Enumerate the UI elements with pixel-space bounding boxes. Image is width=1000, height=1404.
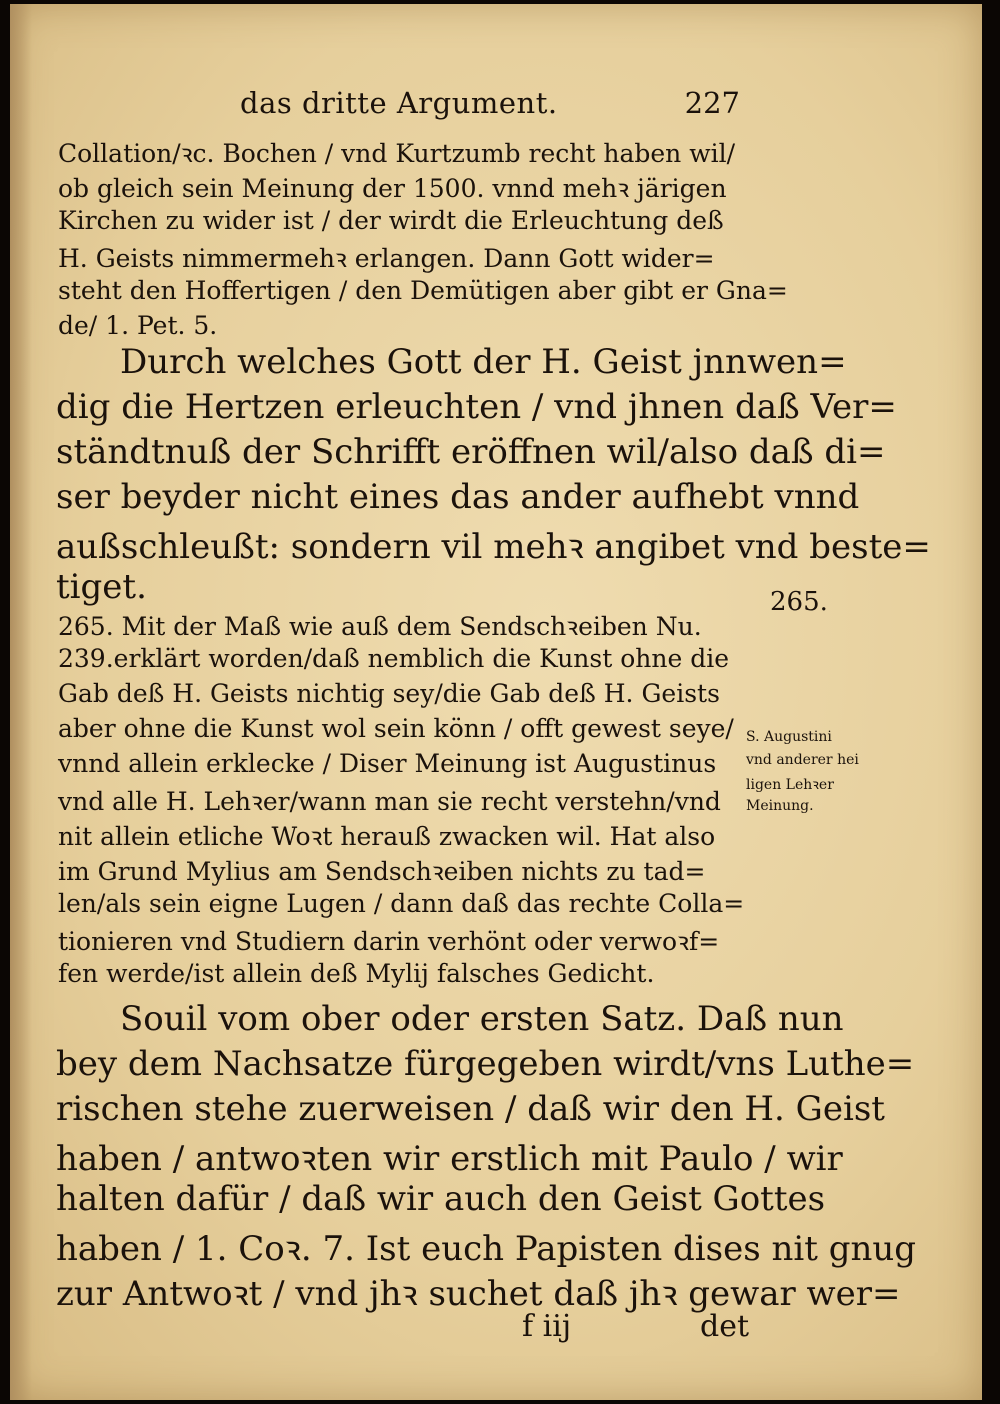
text-line: im Grund Mylius am Sendschꝛeiben nichts zu tad=	[58, 857, 706, 886]
text-line: fen werde/ist allein deß Mylij falsches Gedicht.	[58, 959, 655, 988]
book-page	[10, 4, 982, 1400]
text-line-large: zur Antwoꝛt / vnd jhꝛ suchet daß jhꝛ gewar wer=	[56, 1274, 901, 1314]
text-line-large: rischen stehe zuerweisen / daß wir den H. Geist	[56, 1089, 885, 1129]
text-line-large: Durch welches Gott der H. Geist jnnwen=	[120, 342, 847, 382]
text-line: tionieren vnd Studiern darin verhönt oder verwoꝛf=	[58, 927, 720, 956]
text-line-large: außschleußt: sondern vil mehꝛ angibet vnd beste=	[56, 527, 931, 567]
text-line-large: haben / 1. Coꝛ. 7. Ist euch Papisten dises nit gnug	[56, 1229, 917, 1269]
text-line-large: Souil vom ober oder ersten Satz. Daß nun	[120, 999, 844, 1039]
text-line-large: ständtnuß der Schrifft eröffnen wil/also daß di=	[56, 432, 886, 472]
text-line-large: halten dafür / daß wir auch den Geist Gottes	[56, 1179, 826, 1219]
margin-section-number: 265.	[770, 587, 828, 617]
text-line-large: tiget.	[56, 567, 147, 607]
text-line: vnnd allein erklecke / Diser Meinung ist Augustinus	[58, 749, 717, 778]
margin-note-line: ligen Lehꝛer	[746, 777, 834, 793]
catchword: det	[700, 1309, 750, 1344]
text-line: aber ohne die Kunst wol sein könn / offt gewest seye/	[58, 714, 734, 743]
text-line: nit allein etliche Woꝛt herauß zwacken wil. Hat also	[58, 822, 716, 851]
text-line: Collation/ꝛc. Bochen / vnd Kurtzumb recht haben wil/	[58, 139, 736, 168]
text-line-large: dig die Hertzen erleuchten / vnd jhnen daß Ver=	[56, 387, 897, 427]
text-line-large: ser beyder nicht eines das ander aufhebt vnnd	[56, 477, 860, 517]
text-line: steht den Hoffertigen / den Demütigen aber gibt er Gna=	[58, 276, 788, 305]
text-line: 265. Mit der Maß wie auß dem Sendschꝛeiben Nu.	[58, 612, 702, 641]
text-line-large: haben / antwoꝛten wir erstlich mit Paulo / wir	[56, 1139, 843, 1179]
running-head	[240, 86, 740, 126]
text-line: ob gleich sein Meinung der 1500. vnnd mehꝛ järigen	[58, 174, 727, 203]
page-gutter-edge	[10, 4, 32, 1400]
margin-note-line: Meinung.	[746, 798, 814, 814]
text-line: Kirchen zu wider ist / der wirdt die Erleuchtung deß	[58, 206, 724, 235]
text-line: H. Geists nimmermehꝛ erlangen. Dann Gott wider=	[58, 244, 715, 273]
text-line: de/ 1. Pet. 5.	[58, 311, 218, 340]
margin-note-line: vnd anderer hei	[746, 752, 859, 768]
margin-note-line: S. Augustini	[746, 729, 832, 745]
text-line-large: bey dem Nachsatze fürgegeben wirdt/vns Luthe=	[56, 1044, 915, 1084]
text-line: 239.erklärt worden/daß nemblich die Kunst ohne die	[58, 644, 730, 673]
text-line: len/als sein eigne Lugen / dann daß das rechte Colla=	[58, 889, 745, 918]
text-line: Gab deß H. Geists nichtig sey/die Gab deß H. Geists	[58, 679, 720, 708]
page-number: 227	[684, 86, 740, 120]
signature-mark: f iij	[522, 1309, 572, 1344]
text-line: vnd alle H. Lehꝛer/wann man sie recht verstehn/vnd	[58, 787, 721, 816]
running-title: das dritte Argument.	[240, 86, 558, 120]
